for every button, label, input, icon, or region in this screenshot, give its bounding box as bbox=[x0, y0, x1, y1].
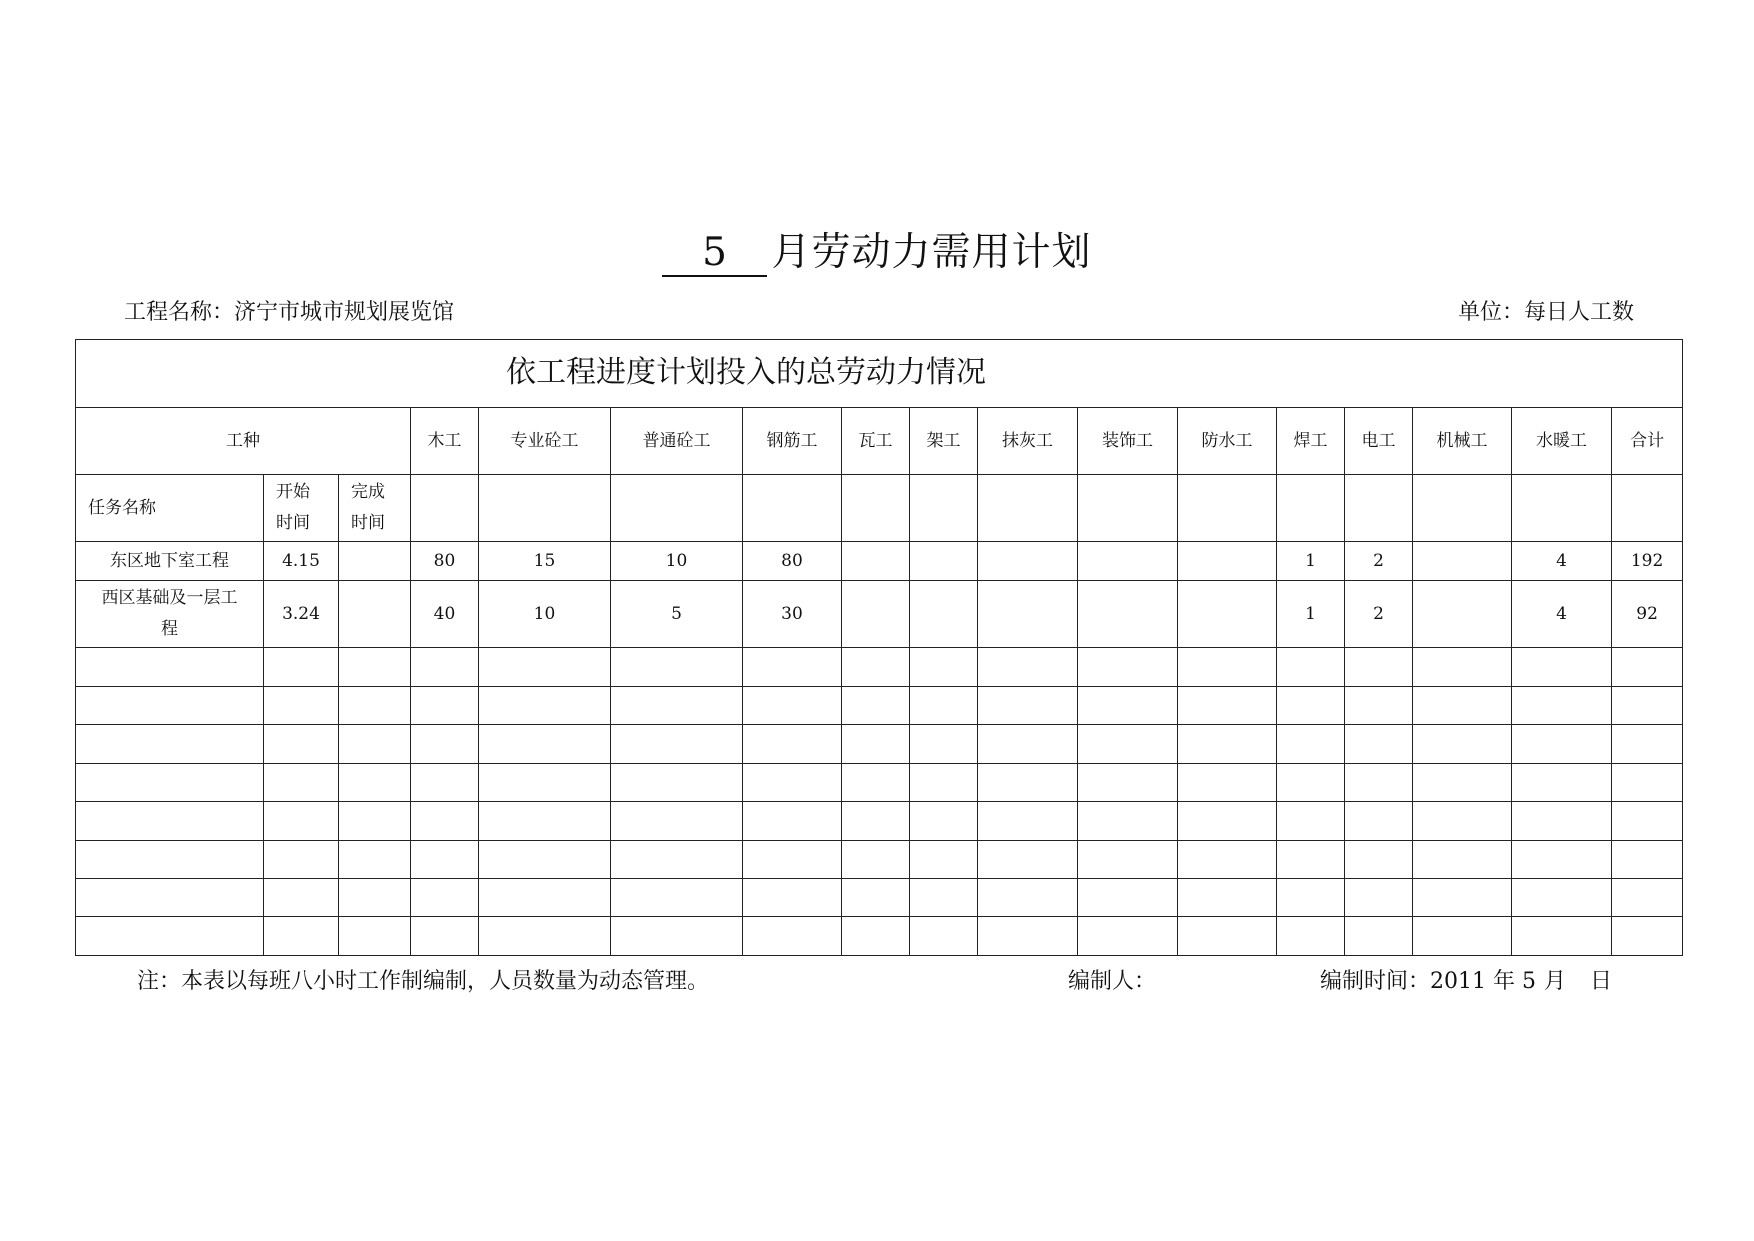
trade-header: 机械工 bbox=[1413, 407, 1512, 474]
date-label: 编制时间： bbox=[1320, 969, 1431, 994]
table-cell bbox=[479, 763, 611, 801]
table-cell bbox=[1413, 802, 1512, 840]
table-cell bbox=[842, 542, 910, 580]
table-row bbox=[76, 542, 1683, 580]
end-time bbox=[339, 580, 411, 648]
table-cell bbox=[611, 763, 743, 801]
table-cell bbox=[1612, 917, 1683, 956]
table-cell bbox=[479, 686, 611, 724]
table-cell bbox=[411, 917, 479, 956]
table-cell bbox=[264, 725, 339, 763]
table-cell bbox=[1345, 474, 1413, 542]
end-time-header bbox=[339, 474, 411, 542]
table-cell bbox=[1078, 917, 1178, 956]
table-cell bbox=[339, 686, 411, 724]
table-cell bbox=[611, 802, 743, 840]
table-cell bbox=[1612, 763, 1683, 801]
table-cell bbox=[611, 917, 743, 956]
table-cell bbox=[978, 648, 1078, 686]
empty-row bbox=[76, 840, 1683, 878]
table-cell bbox=[743, 686, 842, 724]
table-cell bbox=[76, 802, 264, 840]
trade-header: 装饰工 bbox=[1078, 407, 1178, 474]
table-cell bbox=[978, 917, 1078, 956]
table-cell bbox=[264, 840, 339, 878]
table-cell: 5 bbox=[611, 580, 743, 648]
start-time-header-line1: 开始 bbox=[276, 481, 310, 502]
project-label: 工程名称： bbox=[124, 300, 235, 325]
table-cell bbox=[611, 840, 743, 878]
table-cell bbox=[479, 474, 611, 542]
table-cell bbox=[411, 879, 479, 917]
table-cell bbox=[411, 648, 479, 686]
trade-header: 水暖工 bbox=[1512, 407, 1612, 474]
table-cell bbox=[910, 917, 978, 956]
table-cell bbox=[1612, 802, 1683, 840]
empty-row bbox=[76, 802, 1683, 840]
table-cell bbox=[1078, 648, 1178, 686]
table-cell bbox=[978, 840, 1078, 878]
table-cell bbox=[743, 648, 842, 686]
table-cell: 10 bbox=[611, 542, 743, 580]
project-name: 济宁市城市规划展览馆 bbox=[234, 300, 455, 325]
table-cell bbox=[978, 542, 1078, 580]
trade-header-row bbox=[76, 407, 1683, 474]
table-cell: 4 bbox=[1512, 542, 1612, 580]
table-cell bbox=[1612, 474, 1683, 542]
table-cell bbox=[339, 648, 411, 686]
empty-row bbox=[76, 725, 1683, 763]
table-cell bbox=[842, 840, 910, 878]
table-cell bbox=[411, 474, 479, 542]
project-name-line bbox=[124, 296, 454, 330]
table-cell bbox=[264, 648, 339, 686]
table-cell bbox=[479, 917, 611, 956]
table-cell bbox=[743, 802, 842, 840]
total-cell: 192 bbox=[1612, 542, 1683, 580]
trade-header: 钢筋工 bbox=[743, 407, 842, 474]
empty-row bbox=[76, 879, 1683, 917]
table-cell bbox=[1078, 840, 1178, 878]
empty-row bbox=[76, 648, 1683, 686]
table-cell bbox=[76, 840, 264, 878]
table-cell bbox=[1277, 763, 1345, 801]
table-cell bbox=[1345, 802, 1413, 840]
table-cell bbox=[1612, 879, 1683, 917]
table-cell bbox=[978, 802, 1078, 840]
trade-header: 焊工 bbox=[1277, 407, 1345, 474]
table-cell bbox=[910, 802, 978, 840]
table-cell bbox=[1512, 725, 1612, 763]
table-cell bbox=[264, 802, 339, 840]
table-cell bbox=[910, 879, 978, 917]
table-cell bbox=[842, 474, 910, 542]
table-cell bbox=[611, 648, 743, 686]
start-time-header-line2: 时间 bbox=[276, 512, 310, 533]
table-cell bbox=[1512, 686, 1612, 724]
table-cell: 15 bbox=[479, 542, 611, 580]
table-cell: 30 bbox=[743, 580, 842, 648]
table-cell bbox=[910, 648, 978, 686]
table-cell bbox=[1345, 725, 1413, 763]
table-cell bbox=[743, 474, 842, 542]
table-cell bbox=[1078, 879, 1178, 917]
table-cell bbox=[1512, 763, 1612, 801]
table-cell bbox=[1413, 580, 1512, 648]
trade-header: 专业砼工 bbox=[479, 407, 611, 474]
table-cell bbox=[1413, 763, 1512, 801]
table-cell bbox=[1078, 542, 1178, 580]
start-time: 3.24 bbox=[264, 580, 339, 648]
table-cell bbox=[1345, 763, 1413, 801]
table-cell bbox=[1078, 686, 1178, 724]
compiler-label: 编制人： bbox=[1068, 969, 1157, 994]
table-cell: 80 bbox=[411, 542, 479, 580]
table-cell bbox=[479, 802, 611, 840]
table-cell bbox=[76, 879, 264, 917]
table-cell bbox=[1178, 917, 1277, 956]
table-cell bbox=[1078, 763, 1178, 801]
table-cell bbox=[978, 686, 1078, 724]
table-cell bbox=[1178, 648, 1277, 686]
table-cell bbox=[910, 474, 978, 542]
title-text: 月劳动力需用计划 bbox=[771, 230, 1092, 275]
table-cell bbox=[411, 802, 479, 840]
table-cell bbox=[1345, 648, 1413, 686]
table-cell bbox=[1277, 725, 1345, 763]
table-cell bbox=[1178, 840, 1277, 878]
table-cell bbox=[611, 879, 743, 917]
date-year: 2011 年 5 bbox=[1430, 969, 1536, 994]
end-time-header-line1: 完成 bbox=[351, 481, 385, 502]
table-cell bbox=[1612, 686, 1683, 724]
table-cell bbox=[978, 879, 1078, 917]
table-cell bbox=[842, 763, 910, 801]
table-cell bbox=[1178, 686, 1277, 724]
table-cell bbox=[1512, 474, 1612, 542]
table-cell bbox=[1345, 840, 1413, 878]
footer-note: 注：本表以每班八小时工作制编制，人员数量为动态管理。 bbox=[137, 969, 710, 994]
table-cell bbox=[910, 686, 978, 724]
task-name: 东区地下室工程 bbox=[76, 542, 264, 580]
banner-text: 依工程进度计划投入的总劳动力情况 bbox=[506, 355, 986, 391]
table-cell bbox=[1612, 840, 1683, 878]
task-name-line2: 程 bbox=[161, 619, 178, 640]
table-cell bbox=[1277, 474, 1345, 542]
table-cell: 1 bbox=[1277, 580, 1345, 648]
table-row bbox=[76, 580, 1683, 648]
labor-plan-table bbox=[75, 339, 1683, 956]
trade-header: 抹灰工 bbox=[978, 407, 1078, 474]
table-cell: 10 bbox=[479, 580, 611, 648]
task-name-line1: 西区基础及一层工 bbox=[101, 588, 238, 609]
table-cell bbox=[842, 917, 910, 956]
compile-date bbox=[1320, 965, 1612, 999]
table-cell bbox=[1178, 802, 1277, 840]
table-cell bbox=[1512, 648, 1612, 686]
table-cell bbox=[264, 686, 339, 724]
table-cell bbox=[978, 763, 1078, 801]
date-day: 日 bbox=[1590, 969, 1613, 994]
table-cell bbox=[842, 725, 910, 763]
table-cell bbox=[743, 725, 842, 763]
trade-header: 架工 bbox=[910, 407, 978, 474]
table-cell bbox=[842, 879, 910, 917]
table-cell bbox=[1277, 802, 1345, 840]
table-cell bbox=[76, 763, 264, 801]
empty-row bbox=[76, 763, 1683, 801]
table-cell bbox=[411, 725, 479, 763]
table-cell bbox=[76, 648, 264, 686]
table-cell bbox=[1512, 917, 1612, 956]
table-cell bbox=[1413, 686, 1512, 724]
table-cell bbox=[1078, 474, 1178, 542]
table-cell bbox=[339, 840, 411, 878]
table-cell: 4 bbox=[1512, 580, 1612, 648]
table-cell bbox=[1413, 917, 1512, 956]
end-time bbox=[339, 542, 411, 580]
table-cell bbox=[1277, 648, 1345, 686]
table-cell bbox=[978, 725, 1078, 763]
table-cell bbox=[1277, 840, 1345, 878]
table-cell bbox=[76, 725, 264, 763]
table-cell bbox=[76, 686, 264, 724]
date-month: 月 bbox=[1544, 969, 1567, 994]
table-cell bbox=[611, 686, 743, 724]
trade-header-cell: 工种 bbox=[76, 407, 411, 474]
task-name bbox=[76, 580, 264, 648]
task-name-header: 任务名称 bbox=[76, 474, 264, 542]
page-title bbox=[0, 228, 1754, 278]
table-cell bbox=[479, 648, 611, 686]
table-cell bbox=[1178, 725, 1277, 763]
table-cell: 2 bbox=[1345, 580, 1413, 648]
table-cell bbox=[1413, 725, 1512, 763]
table-cell bbox=[910, 542, 978, 580]
table-cell: 1 bbox=[1277, 542, 1345, 580]
table-cell bbox=[910, 580, 978, 648]
table-cell bbox=[1345, 686, 1413, 724]
table-cell bbox=[1512, 840, 1612, 878]
table-cell bbox=[1178, 763, 1277, 801]
banner-row bbox=[76, 340, 1683, 408]
trade-header: 合计 bbox=[1612, 407, 1683, 474]
table-cell bbox=[842, 686, 910, 724]
table-cell bbox=[1413, 542, 1512, 580]
empty-row bbox=[76, 686, 1683, 724]
table-cell bbox=[910, 763, 978, 801]
table-cell bbox=[264, 763, 339, 801]
table-cell bbox=[611, 474, 743, 542]
table-cell bbox=[910, 840, 978, 878]
trade-header: 普通砼工 bbox=[611, 407, 743, 474]
table-cell bbox=[743, 840, 842, 878]
table-cell: 2 bbox=[1345, 542, 1413, 580]
table-cell bbox=[1178, 580, 1277, 648]
table-cell bbox=[479, 879, 611, 917]
table-cell bbox=[339, 763, 411, 801]
table-cell bbox=[1345, 879, 1413, 917]
table-cell bbox=[743, 917, 842, 956]
table-cell bbox=[1277, 686, 1345, 724]
table-cell bbox=[1178, 879, 1277, 917]
table-cell bbox=[1078, 725, 1178, 763]
trade-header: 木工 bbox=[411, 407, 479, 474]
unit-label: 单位： bbox=[1457, 300, 1524, 325]
table-cell bbox=[978, 580, 1078, 648]
total-cell: 92 bbox=[1612, 580, 1683, 648]
table-cell: 80 bbox=[743, 542, 842, 580]
table-cell bbox=[842, 580, 910, 648]
table-cell bbox=[1277, 917, 1345, 956]
unit-line bbox=[1458, 296, 1634, 330]
table-cell bbox=[842, 802, 910, 840]
task-header-row bbox=[76, 474, 1683, 542]
trade-header: 电工 bbox=[1345, 407, 1413, 474]
table-cell bbox=[339, 879, 411, 917]
table-cell bbox=[1078, 802, 1178, 840]
table-cell bbox=[411, 840, 479, 878]
empty-row bbox=[76, 917, 1683, 956]
unit-value: 每日人工数 bbox=[1523, 300, 1634, 325]
table-cell bbox=[411, 763, 479, 801]
table-cell bbox=[339, 917, 411, 956]
table-cell bbox=[910, 725, 978, 763]
table-cell bbox=[1345, 917, 1413, 956]
table-cell bbox=[1178, 542, 1277, 580]
table-cell bbox=[264, 917, 339, 956]
table-cell bbox=[479, 840, 611, 878]
table-cell bbox=[479, 725, 611, 763]
title-month: 5 bbox=[662, 231, 767, 277]
table-cell: 40 bbox=[411, 580, 479, 648]
table-cell bbox=[411, 686, 479, 724]
table-cell bbox=[743, 879, 842, 917]
table-cell bbox=[1512, 879, 1612, 917]
table-cell bbox=[1178, 474, 1277, 542]
table-cell bbox=[1512, 802, 1612, 840]
table-cell bbox=[1277, 879, 1345, 917]
banner-cell bbox=[76, 340, 1683, 408]
table-cell bbox=[1413, 879, 1512, 917]
table-cell bbox=[1612, 648, 1683, 686]
table-cell bbox=[1078, 580, 1178, 648]
start-time: 4.15 bbox=[264, 542, 339, 580]
table-cell bbox=[339, 725, 411, 763]
table-cell bbox=[743, 763, 842, 801]
table-cell bbox=[842, 648, 910, 686]
table-cell bbox=[1612, 725, 1683, 763]
table-cell bbox=[264, 879, 339, 917]
end-time-header-line2: 时间 bbox=[351, 512, 385, 533]
table-cell bbox=[339, 802, 411, 840]
trade-header: 瓦工 bbox=[842, 407, 910, 474]
table-cell bbox=[1413, 648, 1512, 686]
trade-header: 防水工 bbox=[1178, 407, 1277, 474]
table-cell bbox=[611, 725, 743, 763]
start-time-header bbox=[264, 474, 339, 542]
table-cell bbox=[1413, 474, 1512, 542]
table-cell bbox=[76, 917, 264, 956]
table-cell bbox=[1413, 840, 1512, 878]
table-cell bbox=[978, 474, 1078, 542]
